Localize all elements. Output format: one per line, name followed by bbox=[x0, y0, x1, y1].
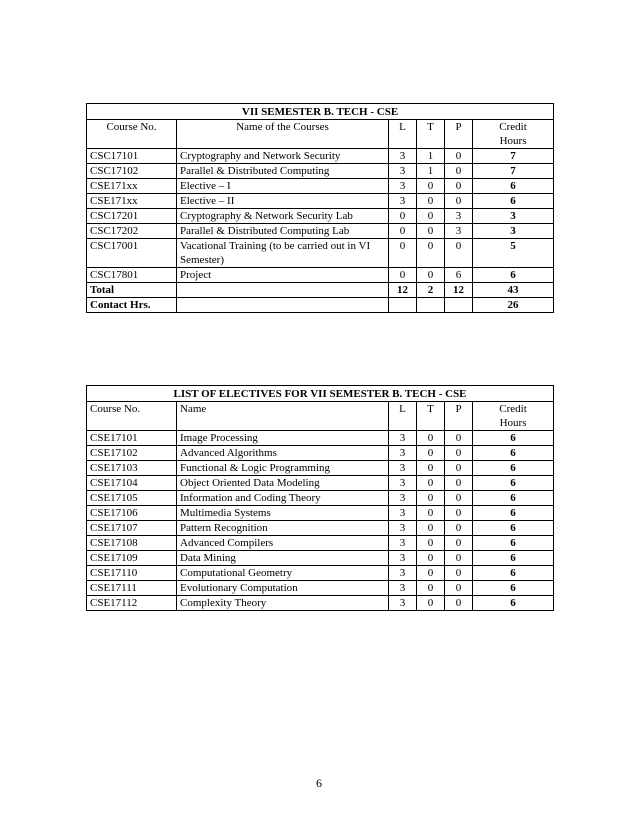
course-name: Parallel & Distributed Computing bbox=[177, 164, 389, 179]
tutorial-hours: 0 bbox=[417, 179, 445, 194]
semester-table-title: VII SEMESTER B. TECH - CSE bbox=[87, 104, 554, 120]
course-code: CSE17107 bbox=[87, 521, 177, 536]
table-row bbox=[87, 179, 554, 194]
course-code: CSE171xx bbox=[87, 179, 177, 194]
tutorial-hours: 0 bbox=[417, 194, 445, 209]
course-code: CSC17801 bbox=[87, 268, 177, 283]
header-course-no: Course No. bbox=[87, 120, 177, 149]
table-row bbox=[87, 551, 554, 566]
course-code: CSE17111 bbox=[87, 581, 177, 596]
course-code: CSE17104 bbox=[87, 476, 177, 491]
table-row bbox=[87, 431, 554, 446]
page-number: 6 bbox=[316, 776, 322, 790]
tutorial-hours: 0 bbox=[417, 521, 445, 536]
lecture-hours: 3 bbox=[389, 164, 417, 179]
lecture-hours: 0 bbox=[389, 239, 417, 268]
credit-hours: 6 bbox=[473, 268, 554, 283]
total-l: 12 bbox=[389, 283, 417, 298]
electives-header-name: Name bbox=[177, 402, 389, 431]
header-p: P bbox=[445, 120, 473, 149]
course-name: Elective – II bbox=[177, 194, 389, 209]
credit-hours: 6 bbox=[473, 461, 554, 476]
credit-hours: 6 bbox=[473, 431, 554, 446]
electives-header-course-no: Course No. bbox=[87, 402, 177, 431]
lecture-hours: 3 bbox=[389, 596, 417, 611]
lecture-hours: 0 bbox=[389, 224, 417, 239]
header-hours: Hours bbox=[499, 135, 527, 147]
lecture-hours: 3 bbox=[389, 476, 417, 491]
course-code: CSC17001 bbox=[87, 239, 177, 268]
course-name: Data Mining bbox=[177, 551, 389, 566]
total-p: 12 bbox=[445, 283, 473, 298]
course-name: Project bbox=[177, 268, 389, 283]
practical-hours: 0 bbox=[445, 149, 473, 164]
practical-hours: 0 bbox=[445, 521, 473, 536]
course-name: Multimedia Systems bbox=[177, 506, 389, 521]
tutorial-hours: 1 bbox=[417, 149, 445, 164]
total-label: Total bbox=[87, 283, 177, 298]
practical-hours: 0 bbox=[445, 506, 473, 521]
electives-table bbox=[86, 385, 554, 611]
course-name: Advanced Compilers bbox=[177, 536, 389, 551]
table-row bbox=[87, 491, 554, 506]
tutorial-hours: 0 bbox=[417, 506, 445, 521]
table-row bbox=[87, 521, 554, 536]
total-credit: 43 bbox=[473, 283, 554, 298]
lecture-hours: 3 bbox=[389, 521, 417, 536]
credit-hours: 6 bbox=[473, 476, 554, 491]
course-name: Complexity Theory bbox=[177, 596, 389, 611]
contact-hours-row bbox=[87, 298, 554, 313]
total-name-empty bbox=[177, 283, 389, 298]
lecture-hours: 0 bbox=[389, 209, 417, 224]
contact-empty-3 bbox=[417, 298, 445, 313]
course-code: CSE17102 bbox=[87, 446, 177, 461]
credit-hours: 7 bbox=[473, 164, 554, 179]
table-row bbox=[87, 596, 554, 611]
practical-hours: 0 bbox=[445, 164, 473, 179]
electives-header-hours: Hours bbox=[499, 417, 527, 429]
table-row bbox=[87, 209, 554, 224]
credit-hours: 6 bbox=[473, 179, 554, 194]
practical-hours: 0 bbox=[445, 566, 473, 581]
course-name: Elective – I bbox=[177, 179, 389, 194]
tutorial-hours: 0 bbox=[417, 566, 445, 581]
contact-empty-2 bbox=[389, 298, 417, 313]
tutorial-hours: 0 bbox=[417, 491, 445, 506]
practical-hours: 0 bbox=[445, 461, 473, 476]
electives-header-t: T bbox=[417, 402, 445, 431]
course-code: CSE17103 bbox=[87, 461, 177, 476]
table-row bbox=[87, 446, 554, 461]
semester-course-table bbox=[86, 103, 554, 313]
lecture-hours: 3 bbox=[389, 149, 417, 164]
course-code: CSE17101 bbox=[87, 431, 177, 446]
contact-hours-credit: 26 bbox=[473, 298, 554, 313]
course-name: Vacational Training (to be carried out in VI Semester) bbox=[177, 239, 389, 268]
tutorial-hours: 0 bbox=[417, 596, 445, 611]
tutorial-hours: 0 bbox=[417, 536, 445, 551]
course-name: Object Oriented Data Modeling bbox=[177, 476, 389, 491]
electives-table-header bbox=[87, 402, 554, 431]
course-name: Parallel & Distributed Computing Lab bbox=[177, 224, 389, 239]
credit-hours: 3 bbox=[473, 209, 554, 224]
course-code: CSE17108 bbox=[87, 536, 177, 551]
credit-hours: 6 bbox=[473, 506, 554, 521]
course-code: CSC17202 bbox=[87, 224, 177, 239]
table-row bbox=[87, 506, 554, 521]
contact-hours-label: Contact Hrs. bbox=[87, 298, 177, 313]
tutorial-hours: 0 bbox=[417, 476, 445, 491]
practical-hours: 0 bbox=[445, 551, 473, 566]
course-code: CSC17101 bbox=[87, 149, 177, 164]
credit-hours: 5 bbox=[473, 239, 554, 268]
credit-hours: 6 bbox=[473, 596, 554, 611]
course-name: Functional & Logic Programming bbox=[177, 461, 389, 476]
credit-hours: 6 bbox=[473, 194, 554, 209]
tutorial-hours: 0 bbox=[417, 431, 445, 446]
lecture-hours: 3 bbox=[389, 506, 417, 521]
practical-hours: 0 bbox=[445, 476, 473, 491]
header-t: T bbox=[417, 120, 445, 149]
total-row bbox=[87, 283, 554, 298]
tutorial-hours: 0 bbox=[417, 268, 445, 283]
course-name: Computational Geometry bbox=[177, 566, 389, 581]
table-row bbox=[87, 476, 554, 491]
practical-hours: 0 bbox=[445, 194, 473, 209]
table-row bbox=[87, 536, 554, 551]
total-t: 2 bbox=[417, 283, 445, 298]
lecture-hours: 3 bbox=[389, 446, 417, 461]
header-course-name: Name of the Courses bbox=[177, 120, 389, 149]
tutorial-hours: 0 bbox=[417, 239, 445, 268]
course-code: CSE17106 bbox=[87, 506, 177, 521]
course-code: CSE171xx bbox=[87, 194, 177, 209]
course-name: Pattern Recognition bbox=[177, 521, 389, 536]
course-name: Cryptography and Network Security bbox=[177, 149, 389, 164]
tutorial-hours: 0 bbox=[417, 224, 445, 239]
table-row bbox=[87, 149, 554, 164]
lecture-hours: 3 bbox=[389, 179, 417, 194]
electives-table-title: LIST OF ELECTIVES FOR VII SEMESTER B. TECH - CSE bbox=[87, 386, 554, 402]
table-row bbox=[87, 581, 554, 596]
table-row bbox=[87, 566, 554, 581]
credit-hours: 7 bbox=[473, 149, 554, 164]
electives-header-l: L bbox=[389, 402, 417, 431]
credit-hours: 3 bbox=[473, 224, 554, 239]
electives-table-body bbox=[87, 431, 554, 611]
course-code: CSE17109 bbox=[87, 551, 177, 566]
lecture-hours: 3 bbox=[389, 581, 417, 596]
credit-hours: 6 bbox=[473, 446, 554, 461]
table-row bbox=[87, 268, 554, 283]
electives-header-credit-hours bbox=[473, 402, 554, 431]
course-code: CSC17201 bbox=[87, 209, 177, 224]
lecture-hours: 3 bbox=[389, 461, 417, 476]
course-name: Evolutionary Computation bbox=[177, 581, 389, 596]
practical-hours: 0 bbox=[445, 491, 473, 506]
table-row bbox=[87, 194, 554, 209]
tutorial-hours: 0 bbox=[417, 581, 445, 596]
credit-hours: 6 bbox=[473, 581, 554, 596]
contact-empty-4 bbox=[445, 298, 473, 313]
course-code: CSC17102 bbox=[87, 164, 177, 179]
practical-hours: 0 bbox=[445, 536, 473, 551]
lecture-hours: 3 bbox=[389, 194, 417, 209]
electives-header-p: P bbox=[445, 402, 473, 431]
tutorial-hours: 1 bbox=[417, 164, 445, 179]
credit-hours: 6 bbox=[473, 491, 554, 506]
lecture-hours: 0 bbox=[389, 268, 417, 283]
course-name: Image Processing bbox=[177, 431, 389, 446]
practical-hours: 6 bbox=[445, 268, 473, 283]
lecture-hours: 3 bbox=[389, 551, 417, 566]
header-credit-hours bbox=[473, 120, 554, 149]
practical-hours: 3 bbox=[445, 224, 473, 239]
tutorial-hours: 0 bbox=[417, 551, 445, 566]
credit-hours: 6 bbox=[473, 551, 554, 566]
practical-hours: 0 bbox=[445, 239, 473, 268]
semester-table-header bbox=[87, 120, 554, 149]
table-row bbox=[87, 224, 554, 239]
header-credit: Credit bbox=[499, 121, 527, 133]
credit-hours: 6 bbox=[473, 566, 554, 581]
course-name: Information and Coding Theory bbox=[177, 491, 389, 506]
practical-hours: 0 bbox=[445, 179, 473, 194]
electives-header-credit: Credit bbox=[499, 403, 527, 415]
lecture-hours: 3 bbox=[389, 491, 417, 506]
tutorial-hours: 0 bbox=[417, 461, 445, 476]
credit-hours: 6 bbox=[473, 521, 554, 536]
course-code: CSE17105 bbox=[87, 491, 177, 506]
course-name: Advanced Algorithms bbox=[177, 446, 389, 461]
contact-empty-1 bbox=[177, 298, 389, 313]
course-code: CSE17110 bbox=[87, 566, 177, 581]
tutorial-hours: 0 bbox=[417, 209, 445, 224]
course-code: CSE17112 bbox=[87, 596, 177, 611]
table-row bbox=[87, 461, 554, 476]
practical-hours: 0 bbox=[445, 446, 473, 461]
credit-hours: 6 bbox=[473, 536, 554, 551]
practical-hours: 0 bbox=[445, 596, 473, 611]
table-row bbox=[87, 239, 554, 268]
semester-table-body bbox=[87, 149, 554, 283]
lecture-hours: 3 bbox=[389, 566, 417, 581]
practical-hours: 3 bbox=[445, 209, 473, 224]
header-l: L bbox=[389, 120, 417, 149]
lecture-hours: 3 bbox=[389, 536, 417, 551]
tutorial-hours: 0 bbox=[417, 446, 445, 461]
table-row bbox=[87, 164, 554, 179]
lecture-hours: 3 bbox=[389, 431, 417, 446]
practical-hours: 0 bbox=[445, 431, 473, 446]
course-name: Cryptography & Network Security Lab bbox=[177, 209, 389, 224]
practical-hours: 0 bbox=[445, 581, 473, 596]
